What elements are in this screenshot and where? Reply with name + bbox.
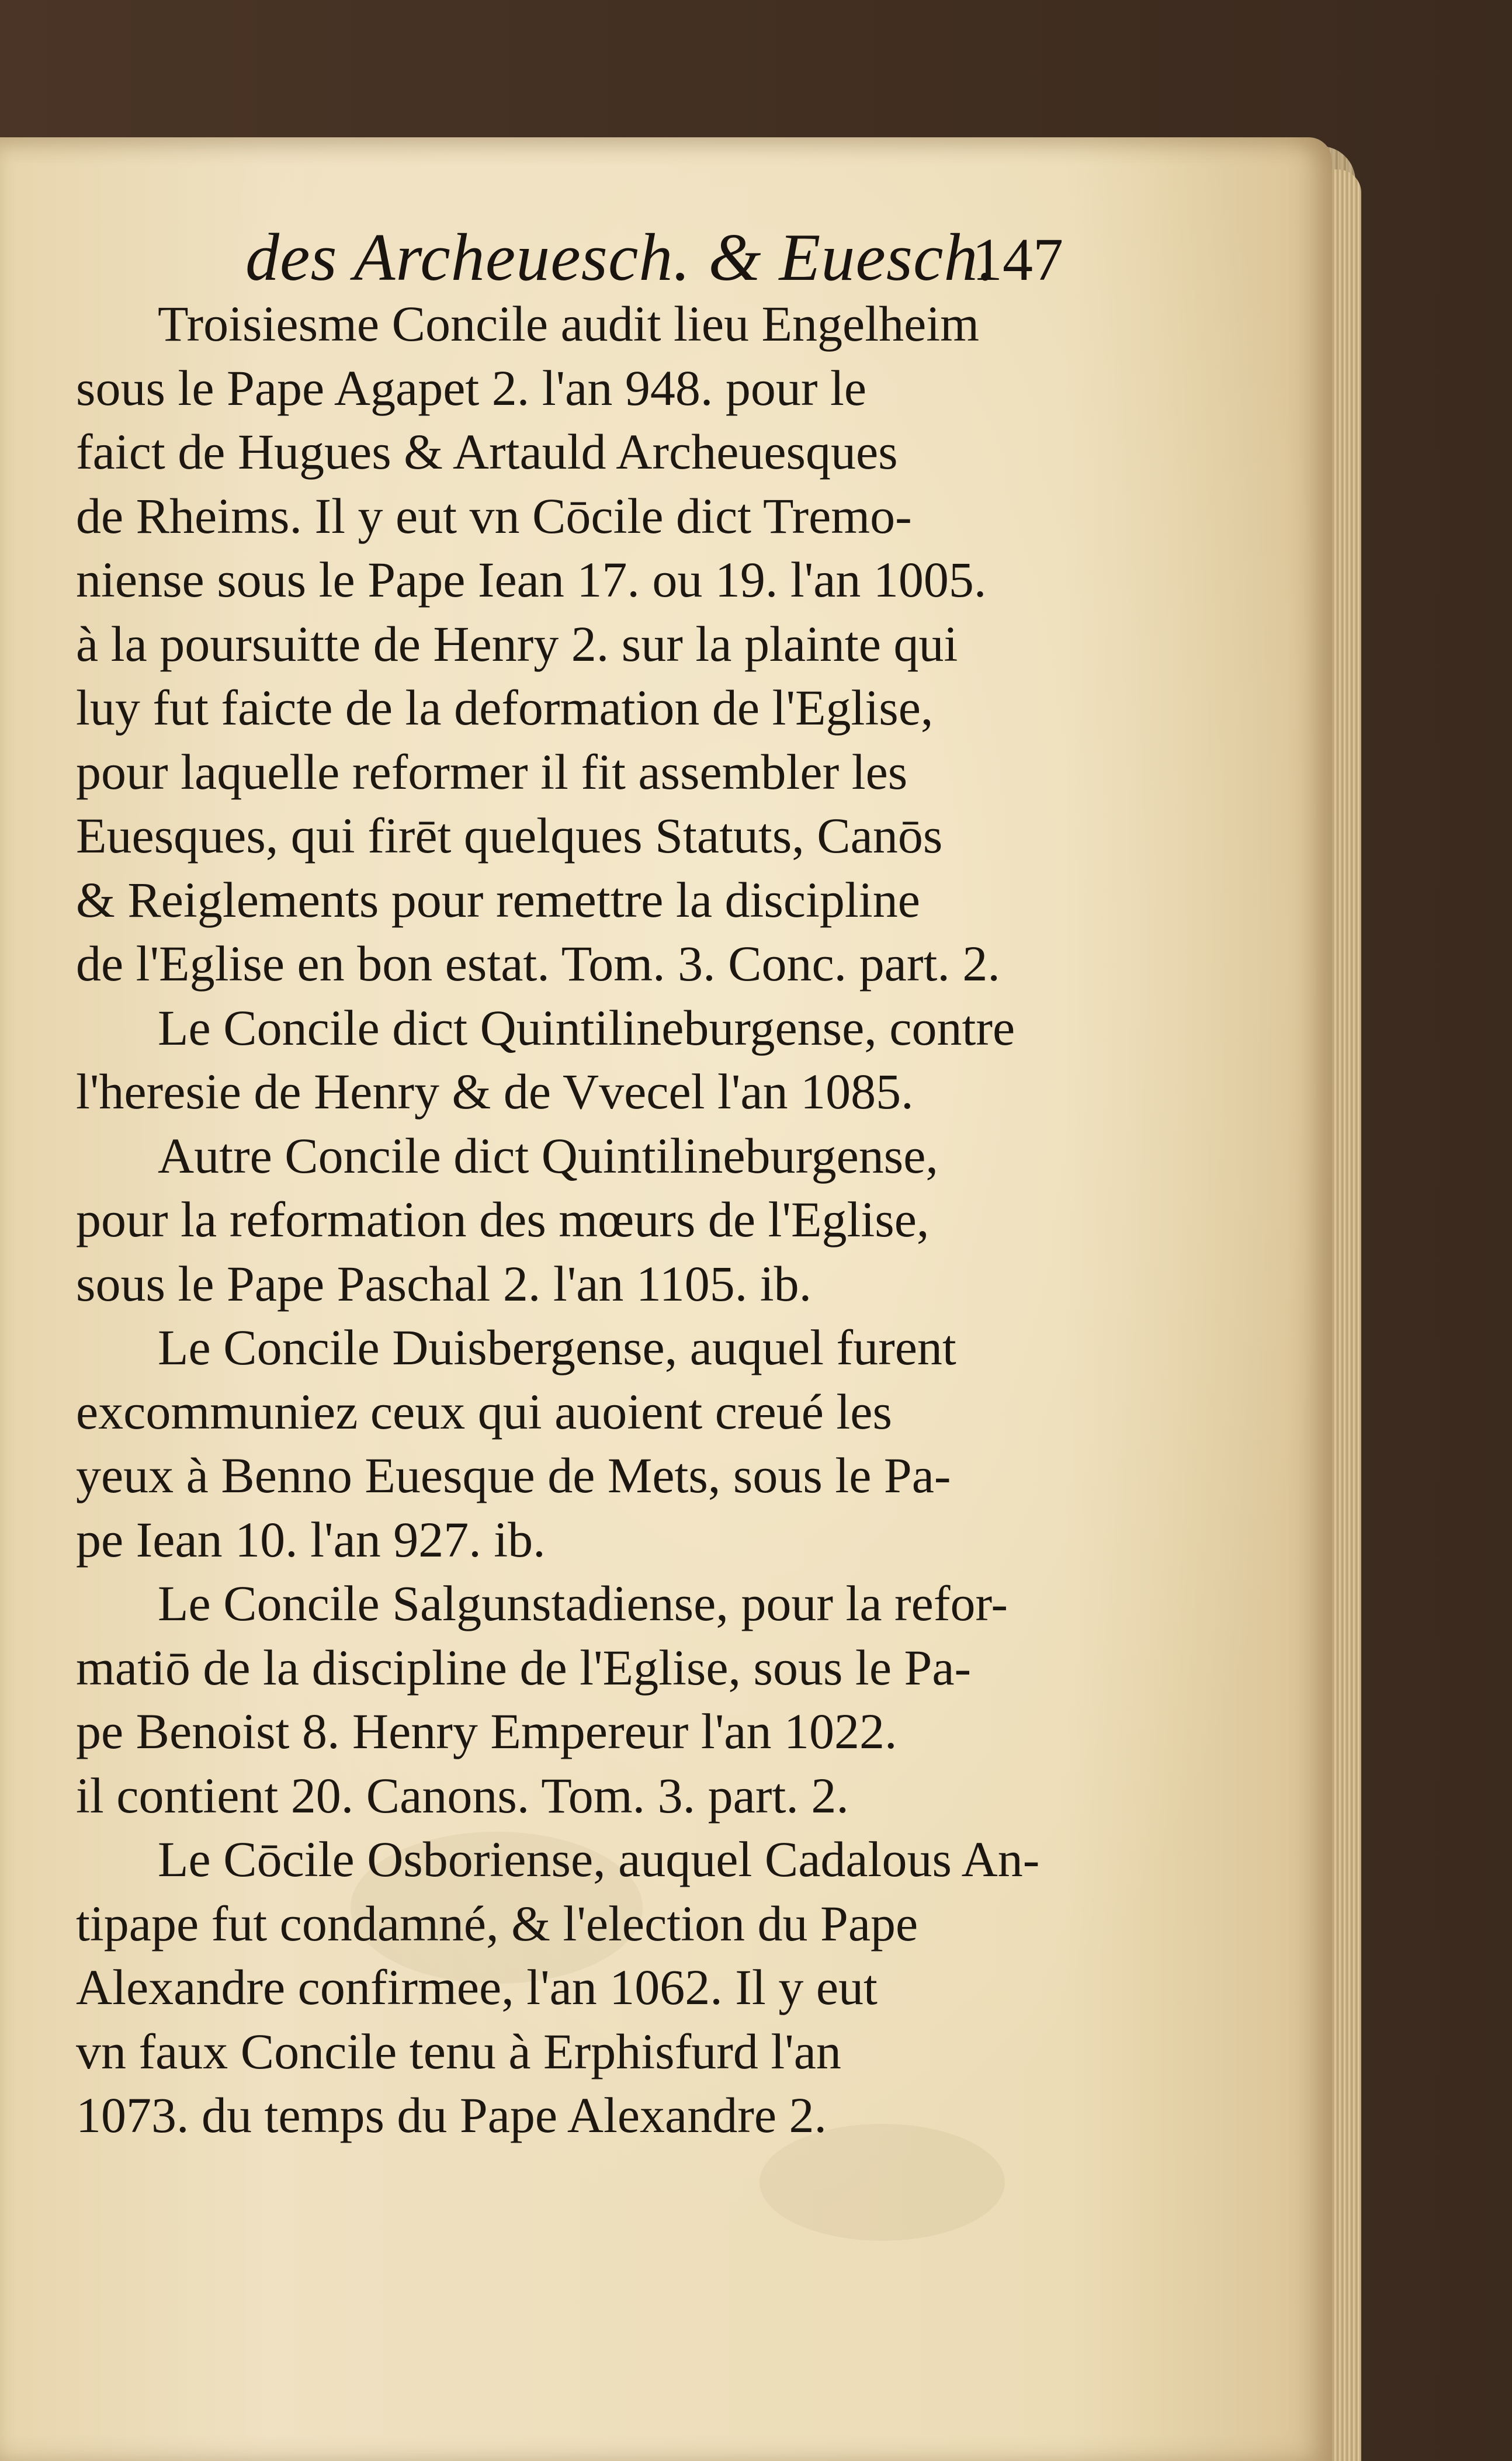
text-line: il contient 20. Canons. Tom. 3. part. 2. xyxy=(76,1767,849,1824)
text-line: tipape fut condamné, & l'election du Pape xyxy=(76,1895,918,1952)
text-line: Alexandre confirmee, l'an 1062. Il y eut xyxy=(76,1959,878,2015)
text-line: sous le Pape Agapet 2. l'an 948. pour le xyxy=(76,359,867,416)
text-line: 1073. du temps du Pape Alexandre 2. xyxy=(76,2087,827,2143)
text-line: pour la reformation des mœurs de l'Eglise, xyxy=(76,1191,930,1247)
running-head: des Archeuesch. & Euesch. xyxy=(245,220,996,295)
body-text xyxy=(76,292,1057,2148)
text-line: Autre Concile dict Quintilineburgense, xyxy=(158,1127,938,1184)
text-line: & Reiglements pour remettre la discipline xyxy=(76,871,920,928)
text-line: Le Concile dict Quintilineburgense, contre xyxy=(158,999,1015,1056)
text-line: luy fut faicte de la deformation de l'Eglise, xyxy=(76,680,934,736)
text-line: faict de Hugues & Artauld Archeuesques xyxy=(76,424,898,480)
text-line: pour laquelle reformer il fit assembler les xyxy=(76,743,908,800)
text-line: sous le Pape Paschal 2. l'an 1105. ib. xyxy=(76,1255,812,1312)
text-line: Euesques, qui firēt quelques Statuts, Canōs xyxy=(76,807,943,864)
text-line: Le Concile Salgunstadiense, pour la refor- xyxy=(158,1575,1008,1631)
page-number: 147 xyxy=(972,226,1063,293)
text-line: l'heresie de Henry & de Vvecel l'an 1085. xyxy=(76,1063,914,1119)
text-line: de Rheims. Il y eut vn Cōcile dict Tremo- xyxy=(76,487,912,544)
text-line: excommuniez ceux qui auoient creué les xyxy=(76,1383,892,1440)
text-line: niense sous le Pape Iean 17. ou 19. l'an 1005. xyxy=(76,552,987,608)
text-line: pe Iean 10. l'an 927. ib. xyxy=(76,1511,546,1568)
text-line: yeux à Benno Euesque de Mets, sous le Pa- xyxy=(76,1447,951,1503)
text-line: à la poursuitte de Henry 2. sur la plainte qui xyxy=(76,615,958,672)
text-line: Le Cōcile Osboriense, auquel Cadalous An- xyxy=(158,1831,1040,1887)
text-line: pe Benoist 8. Henry Empereur l'an 1022. xyxy=(76,1703,897,1759)
text-line: matiō de la discipline de l'Eglise, sous le Pa- xyxy=(76,1639,972,1696)
text-line: de l'Eglise en bon estat. Tom. 3. Conc. part. 2. xyxy=(76,935,1000,992)
text-line: Le Concile Duisbergense, auquel furent xyxy=(158,1319,956,1375)
text-line: Troisiesme Concile audit lieu Engelheim xyxy=(158,296,980,352)
text-line: vn faux Concile tenu à Erphisfurd l'an xyxy=(76,2023,841,2079)
